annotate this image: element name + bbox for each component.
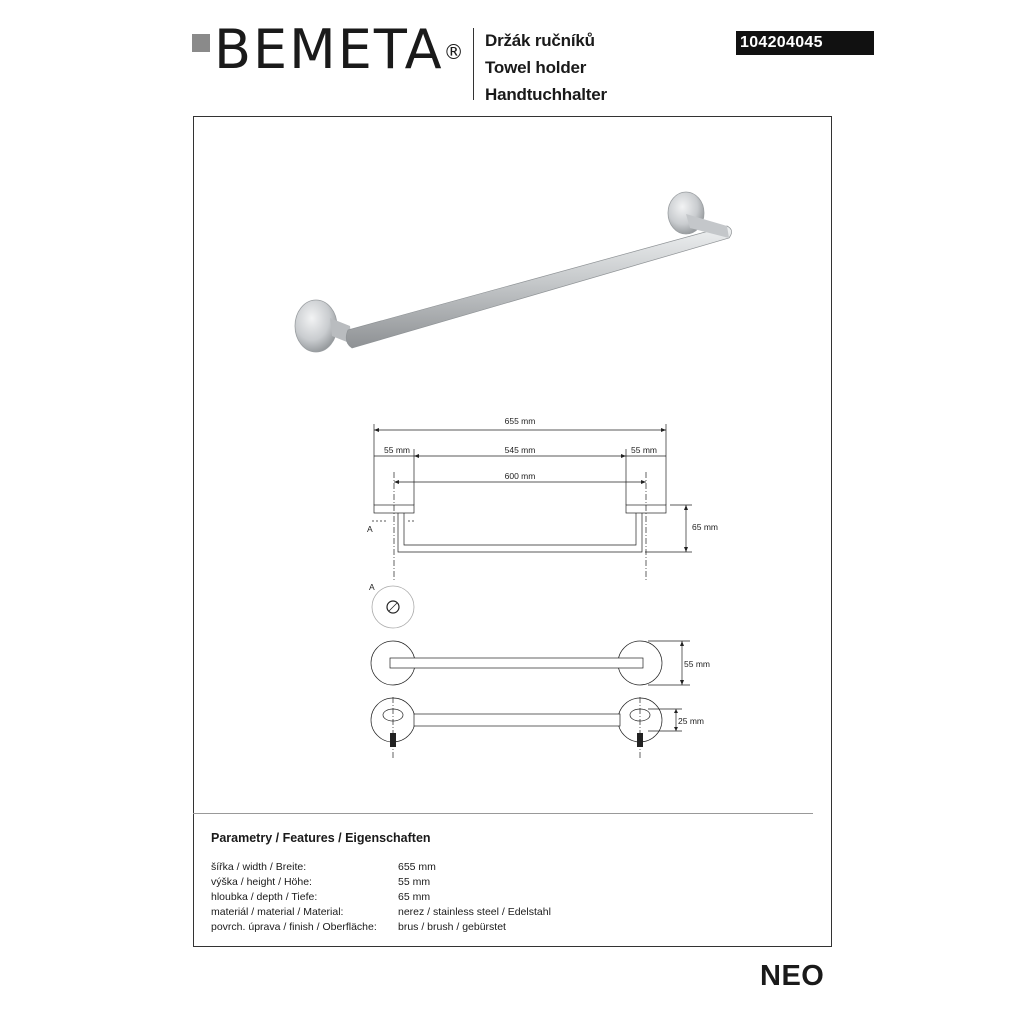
param-label: povrch. úprava / finish / Oberfläche: xyxy=(211,921,377,933)
dim-depth: 65 mm xyxy=(692,522,718,532)
dim-centers: 600 mm xyxy=(504,471,536,481)
product-render xyxy=(295,192,732,352)
param-value: brus / brush / gebürstet xyxy=(398,921,506,933)
param-value: 55 mm xyxy=(398,876,431,888)
param-label: šířka / width / Breite: xyxy=(211,861,307,873)
param-value: 655 mm xyxy=(398,861,436,873)
param-label: materiál / material / Material: xyxy=(211,906,344,918)
param-row xyxy=(211,860,811,875)
detail-a xyxy=(372,586,414,628)
section-marker: A xyxy=(367,524,373,534)
title-english: Towel holder xyxy=(485,58,587,77)
top-view xyxy=(371,641,690,685)
param-value: nerez / stainless steel / Edelstahl xyxy=(398,906,551,918)
product-code: 104204045 xyxy=(736,31,874,55)
brand-logo: BEMETA® xyxy=(214,18,464,81)
parameters-heading: Parametry / Features / Eigenschaften xyxy=(211,831,431,845)
param-row xyxy=(211,875,811,890)
param-row xyxy=(211,890,811,905)
param-row xyxy=(211,905,811,920)
mounting-view xyxy=(371,697,682,758)
dim-left: 55 mm xyxy=(384,445,410,455)
dim-middle: 545 mm xyxy=(504,445,536,455)
dim-right: 55 mm xyxy=(631,445,657,455)
title-czech: Držák ručníků xyxy=(485,31,595,50)
series-name: NEO xyxy=(760,960,825,992)
parameters-table xyxy=(211,860,811,935)
dim-total: 655 mm xyxy=(504,416,536,426)
param-row xyxy=(211,920,811,935)
dim-height: 55 mm xyxy=(684,659,710,669)
detail-label: A xyxy=(369,582,375,592)
param-label: hloubka / depth / Tiefe: xyxy=(211,891,318,903)
title-german: Handtuchhalter xyxy=(485,85,607,104)
dim-tube: 25 mm xyxy=(678,716,704,726)
parameters-divider xyxy=(193,813,813,814)
param-label: výška / height / Höhe: xyxy=(211,876,312,888)
param-value: 65 mm xyxy=(398,891,431,903)
